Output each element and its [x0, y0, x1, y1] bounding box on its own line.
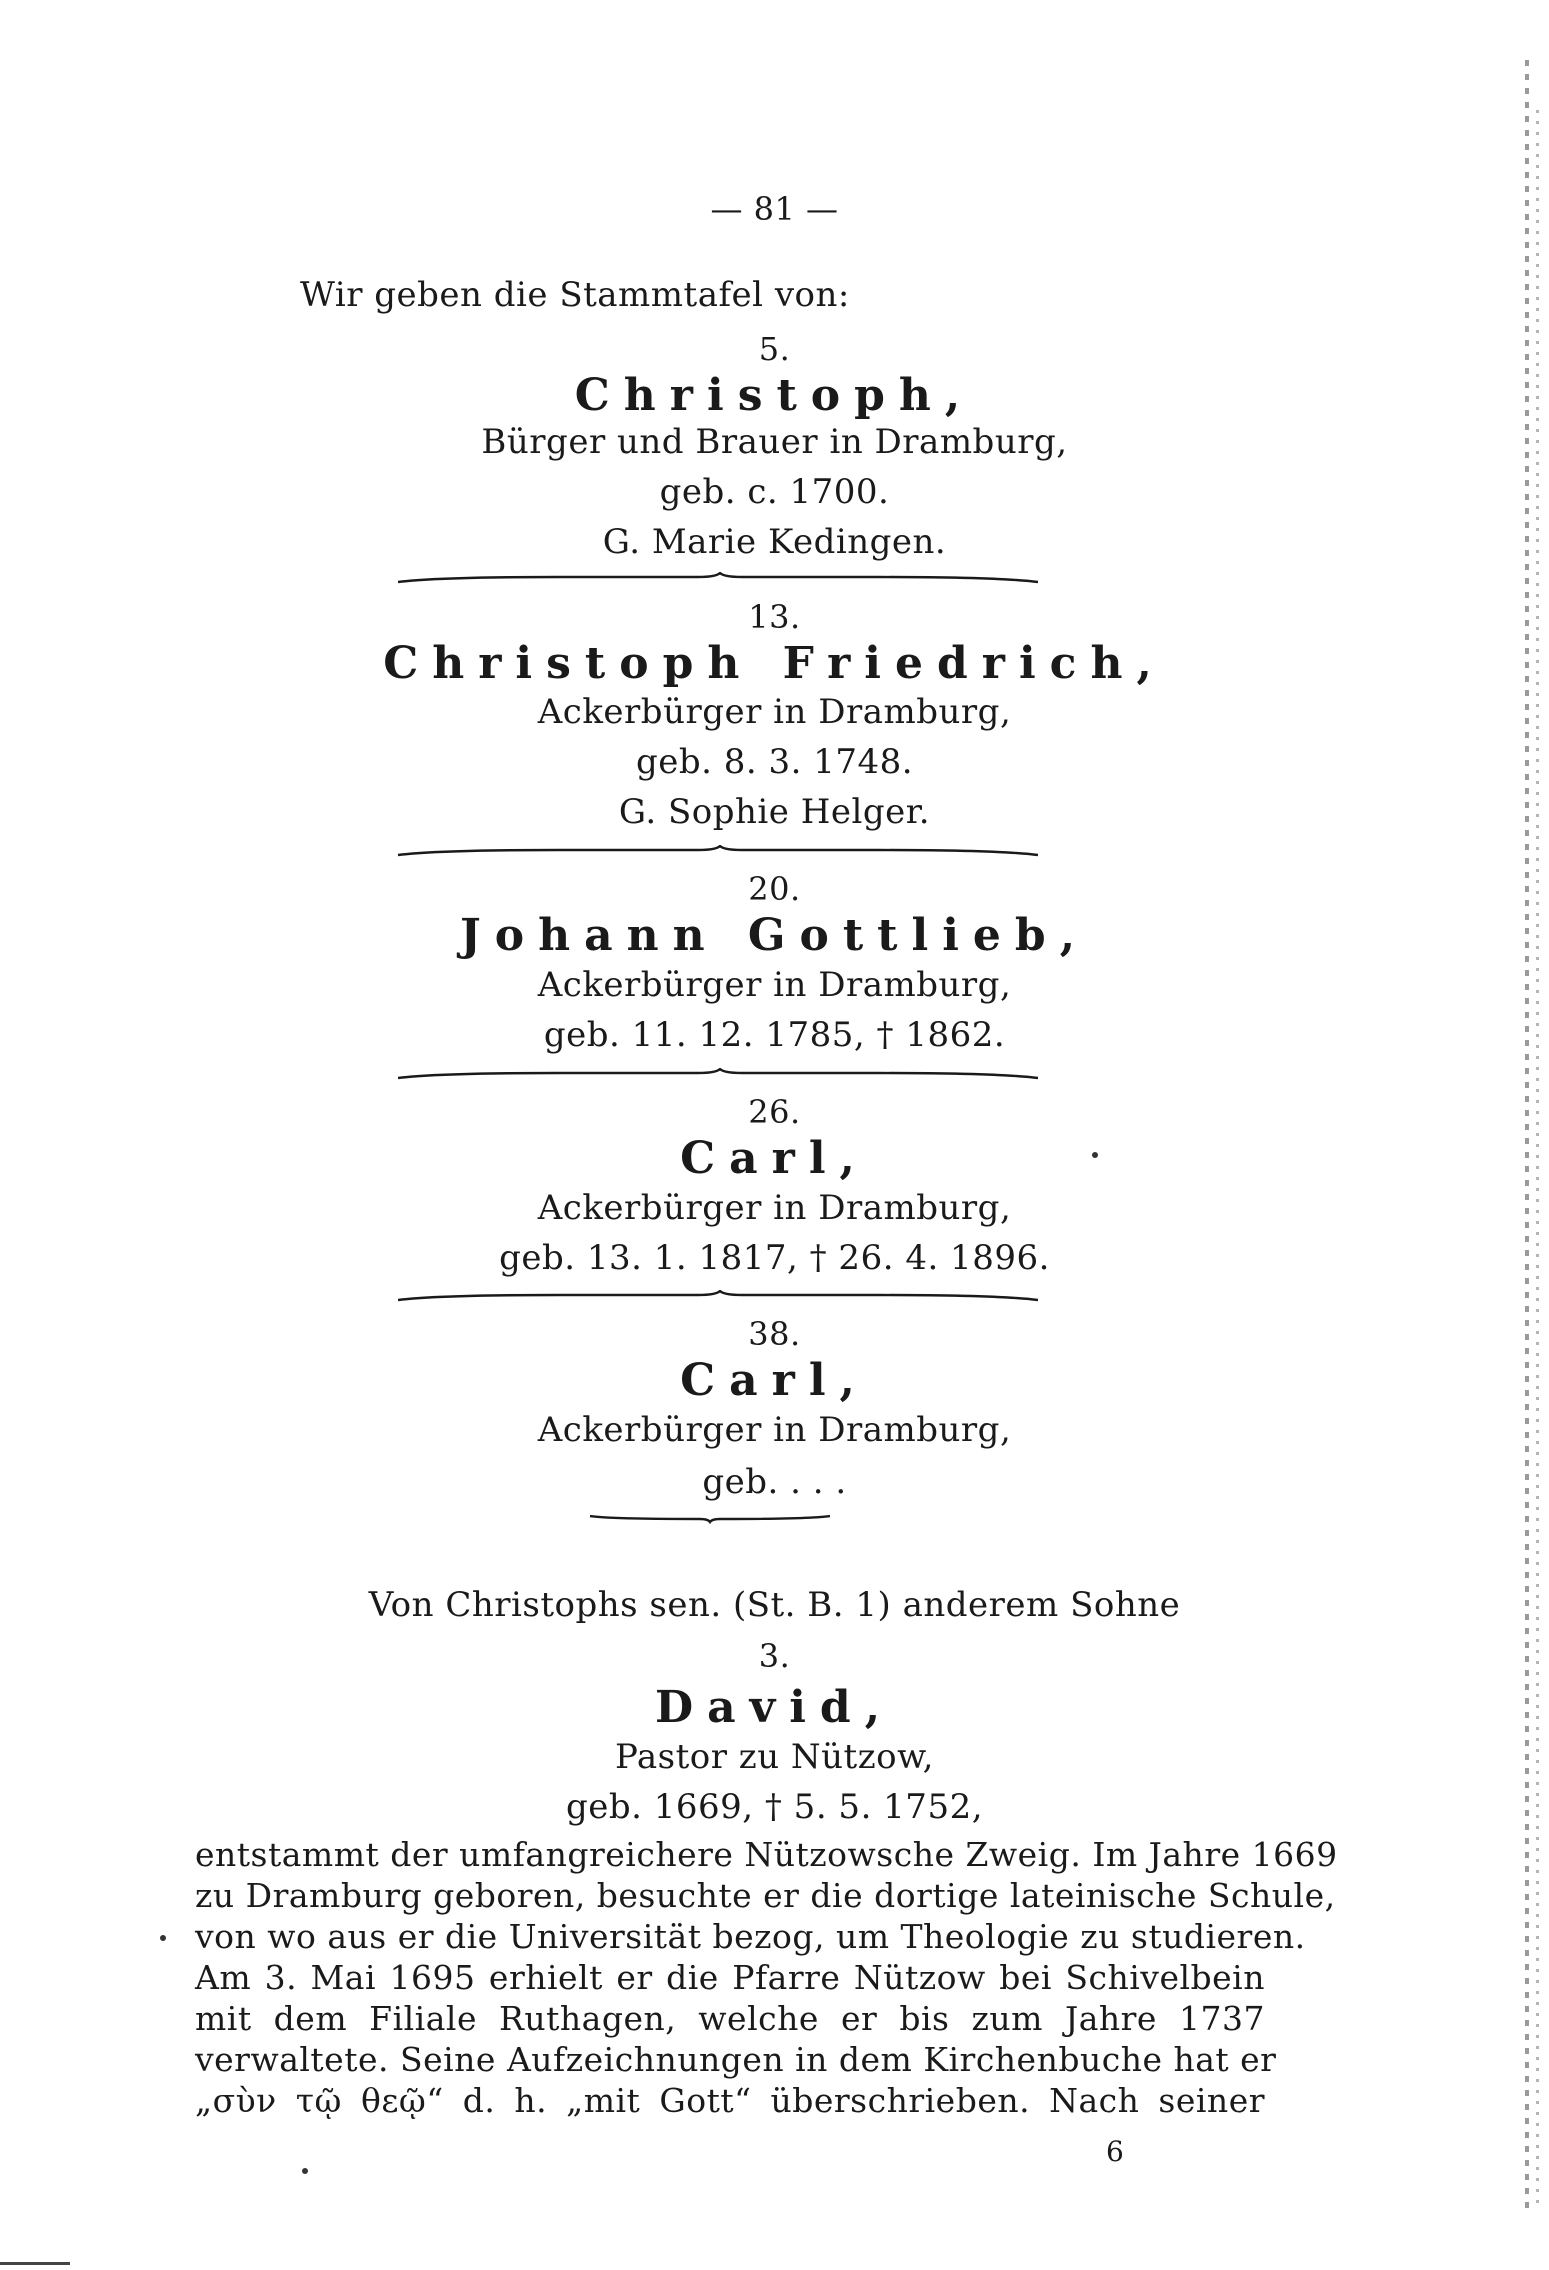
generation-number: 38. [748, 1315, 801, 1353]
generation-name: Carl, [680, 1133, 869, 1184]
paragraph-line: entstammt der umfangreichere Nützowsche Zweig. Im Jahre 1669 [195, 1835, 1338, 1874]
final-separator [590, 1510, 830, 1524]
generation-name: Christoph, [574, 370, 975, 421]
paragraph-line: verwaltete. Seine Aufzeichnungen in dem Kirchenbuche hat er [195, 2040, 1277, 2079]
generation-number: 5. [758, 330, 791, 368]
generation-occupation: Ackerbürger in Dramburg, [537, 1410, 1012, 1450]
generation-number: 26. [748, 1093, 801, 1131]
paragraph-line: von wo aus er die Universität bezog, um Theologie zu studieren. [195, 1917, 1306, 1956]
scan-speck [302, 2168, 308, 2174]
section-occupation: Pastor zu Nützow, [615, 1737, 934, 1777]
generation-birth-death: geb. 11. 12. 1785, † 1862. [543, 1015, 1006, 1055]
generation-number: 20. [748, 870, 801, 908]
generation-spouse: G. Sophie Helger. [618, 792, 931, 832]
generation-spouse: G. Marie Kedingen. [602, 522, 947, 562]
section-intro: Von Christophs sen. (St. B. 1) anderem Sohne [368, 1585, 1181, 1625]
generation-birth: geb. c. 1700. [659, 472, 890, 512]
page-number: — 81 — [710, 190, 839, 228]
generation-occupation: Ackerbürger in Dramburg, [537, 692, 1012, 732]
section-birth-death: geb. 1669, † 5. 5. 1752, [565, 1787, 984, 1827]
generation-name: Johann Gottlieb, [459, 910, 1090, 961]
intro-line: Wir geben die Stammtafel von: [300, 275, 850, 315]
generation-number: 13. [748, 598, 801, 636]
generation-separator [398, 572, 1038, 586]
scan-speck [1092, 1152, 1098, 1158]
scan-speck [160, 1935, 166, 1941]
folio-number: 6 [1106, 2135, 1125, 2168]
generation-birth-death: geb. 13. 1. 1817, † 26. 4. 1896. [499, 1238, 1050, 1278]
generation-birth: geb. 8. 3. 1748. [635, 742, 914, 782]
generation-birth: geb. . . . [702, 1462, 847, 1502]
generation-occupation: Bürger und Brauer in Dramburg, [481, 422, 1068, 462]
paragraph-line: mit dem Filiale Ruthagen, welche er bis zum Jahre 1737 [195, 1999, 1265, 2038]
generation-occupation: Ackerbürger in Dramburg, [537, 1188, 1012, 1228]
generation-occupation: Ackerbürger in Dramburg, [537, 965, 1012, 1005]
paragraph-line: zu Dramburg geboren, besuchte er die dortige lateinische Schule, [195, 1876, 1336, 1915]
paragraph-line: Am 3. Mai 1695 erhielt er die Pfarre Nützow bei Schivelbein [195, 1958, 1265, 1997]
section-name: David, [654, 1682, 895, 1733]
section-number: 3. [758, 1637, 791, 1675]
generation-name: Christoph Friedrich, [383, 638, 1166, 689]
generation-separator [398, 1290, 1038, 1304]
paragraph-line: „σὺν τῷ θεῷ“ d. h. „mit Gott“ überschrieben. Nach seiner [195, 2081, 1265, 2120]
generation-separator [398, 1068, 1038, 1082]
scan-rule [0, 2262, 70, 2265]
generation-name: Carl, [680, 1355, 869, 1406]
generation-separator [398, 845, 1038, 859]
